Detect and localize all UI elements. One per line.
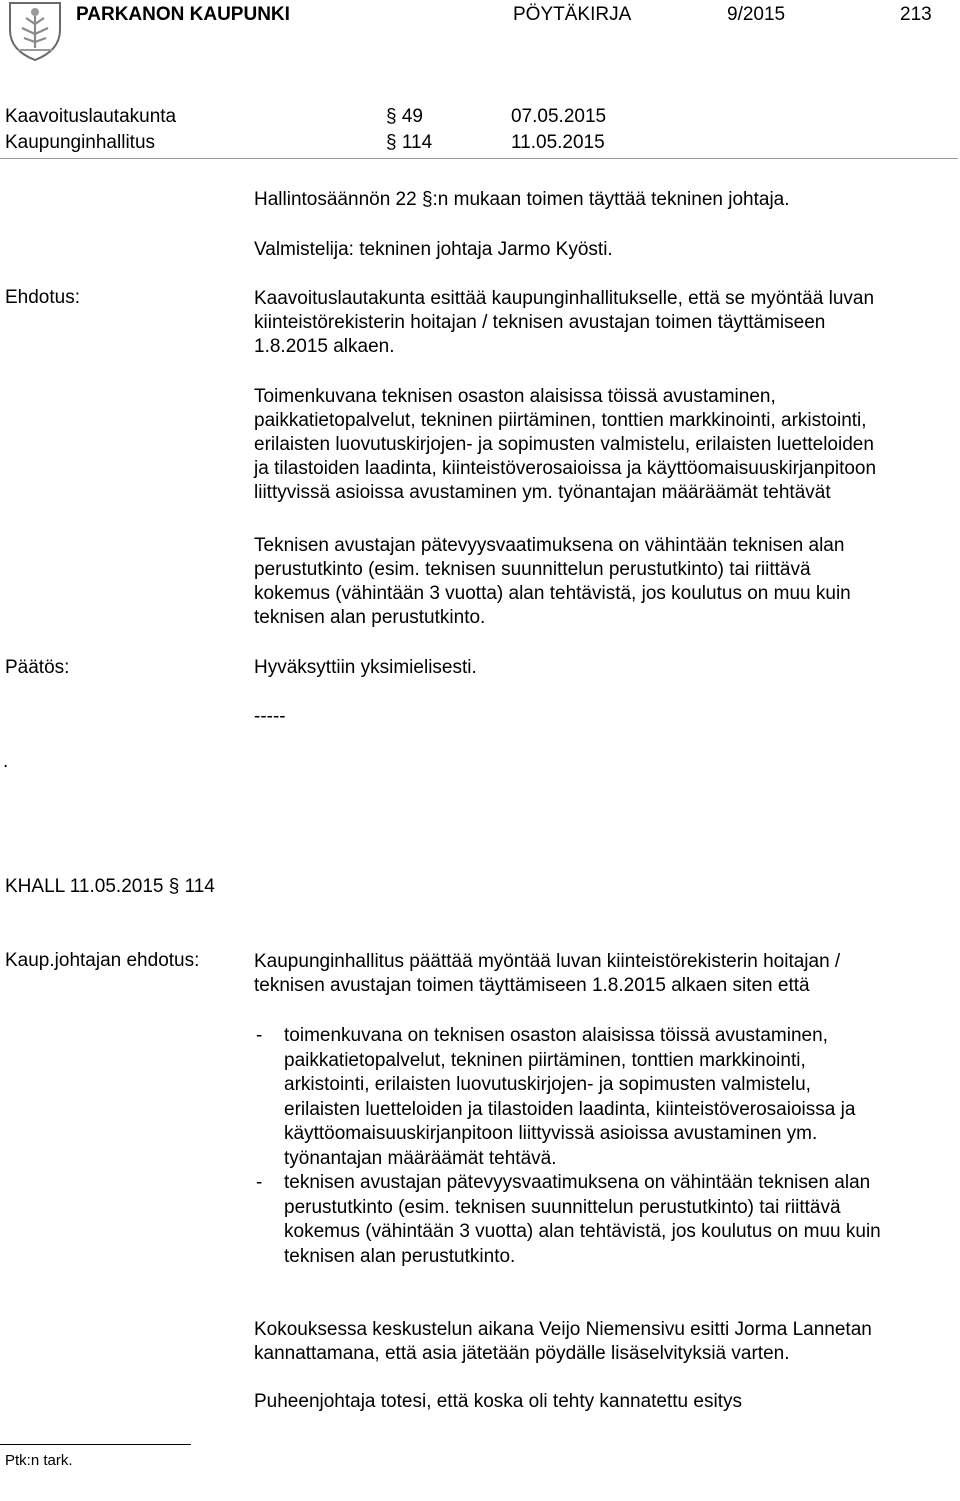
- bullet-dash: -: [256, 1025, 263, 1046]
- qualification-line: teknisen alan perustutkinto.: [254, 607, 486, 628]
- job-description: [254, 385, 954, 505]
- qualification-text: [254, 534, 954, 630]
- bullet-dash: -: [256, 1172, 263, 1193]
- bullet-line: perustutkinto (esim. teknisen suunnittelun perustutkinto) tai riittävä: [284, 1196, 841, 1218]
- job-line: ja tilastoiden laadinta, kiinteistöverosaioissa ja käyttöomaisuuskirjanpitoon: [254, 458, 877, 479]
- decision-dot: .: [3, 751, 9, 772]
- proposal-line: 1.8.2015 alkaen.: [254, 336, 395, 357]
- proposal-line: Kaavoituslautakunta esittää kaupunginhallitukselle, että se myöntää luvan: [254, 288, 875, 309]
- mayor-proposal-label: Kaup.johtajan ehdotus:: [5, 950, 200, 971]
- document-type: PÖYTÄKIRJA: [513, 4, 632, 25]
- section-divider: [0, 158, 958, 159]
- bullet-line: teknisen avustajan pätevyysvaatimuksena on vähintään teknisen alan: [284, 1172, 871, 1193]
- footer-divider: [0, 1444, 191, 1445]
- bullet-line: erilaisten luetteloiden ja tilastoiden laadinta, kiinteistöverosaioissa ja: [284, 1098, 856, 1120]
- session-body: Kaupunginhallitus: [5, 132, 156, 153]
- session-date: 07.05.2015: [511, 106, 607, 127]
- proposal-label: Ehdotus:: [5, 287, 80, 308]
- meeting-line: kannattamana, että asia jätetään pöydälle lisäselvityksiä varten.: [254, 1343, 790, 1364]
- job-line: Toimenkuvana teknisen osaston alaisissa töissä avustaminen,: [254, 386, 776, 407]
- bullet-line: käyttöomaisuuskirjanpitoon liittyvissä asioissa avustaminen ym.: [284, 1123, 818, 1145]
- session-body: Kaavoituslautakunta: [5, 106, 177, 127]
- bullet-line: teknisen alan perustutkinto.: [284, 1245, 516, 1267]
- session-section: § 114: [386, 132, 433, 153]
- job-line: paikkatietopalvelut, tekninen piirtäminen, tonttien markkinointi, arkistointi,: [254, 410, 867, 431]
- session-date: 11.05.2015: [511, 132, 605, 153]
- proposal-line: kiinteistörekisterin hoitajan / teknisen avustajan toimen täyttämiseen: [254, 312, 826, 333]
- minutes-checker-label: Ptk:n tark.: [5, 1452, 73, 1469]
- session-section: § 49: [386, 106, 423, 127]
- qualification-line: Teknisen avustajan pätevyysvaatimuksena on vähintään teknisen alan: [254, 535, 845, 556]
- qualification-line: kokemus (vähintään 3 vuotta) alan tehtävistä, jos koulutus on muu kuin: [254, 583, 851, 604]
- bullet-line: työnantajan määräämät tehtävä.: [284, 1147, 557, 1169]
- decision-separator: -----: [254, 706, 286, 727]
- intro-line: Hallintosäännön 22 §:n mukaan toimen täyttää tekninen johtaja.: [254, 189, 790, 210]
- mayor-proposal-line: teknisen avustajan toimen täyttämiseen 1.8.2015 alkaen siten että: [254, 975, 810, 996]
- job-line: erilaisten luovutuskirjojen- ja sopimusten valmistelu, erilaisten luetteloiden: [254, 434, 874, 455]
- page-number: 213: [900, 4, 932, 25]
- decision-label: Päätös:: [5, 657, 70, 678]
- bullet-text: [284, 1024, 855, 1172]
- mayor-proposal-line: Kaupunginhallitus päättää myöntää luvan kiinteistörekisterin hoitajan /: [254, 951, 841, 972]
- preparer-line: Valmistelija: tekninen johtaja Jarmo Kyösti.: [254, 239, 613, 260]
- bullet-line: paikkatietopalvelut, tekninen piirtäminen, tonttien markkinointi,: [284, 1049, 806, 1071]
- bullet-line: arkistointi, erilaisten luovutuskirjojen- ja sopimusten valmistelu,: [284, 1074, 811, 1096]
- chair-statement: Puheenjohtaja totesi, että koska oli tehty kannatettu esitys: [254, 1391, 742, 1412]
- organization-name: PARKANON KAUPUNKI: [76, 4, 290, 25]
- coat-of-arms-icon: [4, 0, 66, 62]
- bullet-text: [284, 1171, 881, 1269]
- khall-heading: KHALL 11.05.2015 § 114: [5, 876, 215, 897]
- job-line: liittyvissä asioissa avustaminen ym. työnantajan määräämät tehtävät: [254, 482, 831, 503]
- bullet-line: kokemus (vähintään 3 vuotta) alan tehtävistä, jos koulutus on muu kuin: [284, 1221, 881, 1243]
- decision-text: Hyväksyttiin yksimielisesti.: [254, 657, 477, 678]
- document-number: 9/2015: [727, 4, 786, 25]
- mayor-proposal-text: [254, 950, 954, 998]
- qualification-line: perustutkinto (esim. teknisen suunnittelun perustutkinto) tai riittävä: [254, 559, 811, 580]
- meeting-line: Kokouksessa keskustelun aikana Veijo Niemensivu esitti Jorma Lannetan: [254, 1319, 872, 1340]
- bullet-line: toimenkuvana on teknisen osaston alaisissa töissä avustaminen,: [284, 1025, 828, 1046]
- proposal-text: [254, 287, 954, 359]
- meeting-discussion: [254, 1318, 954, 1366]
